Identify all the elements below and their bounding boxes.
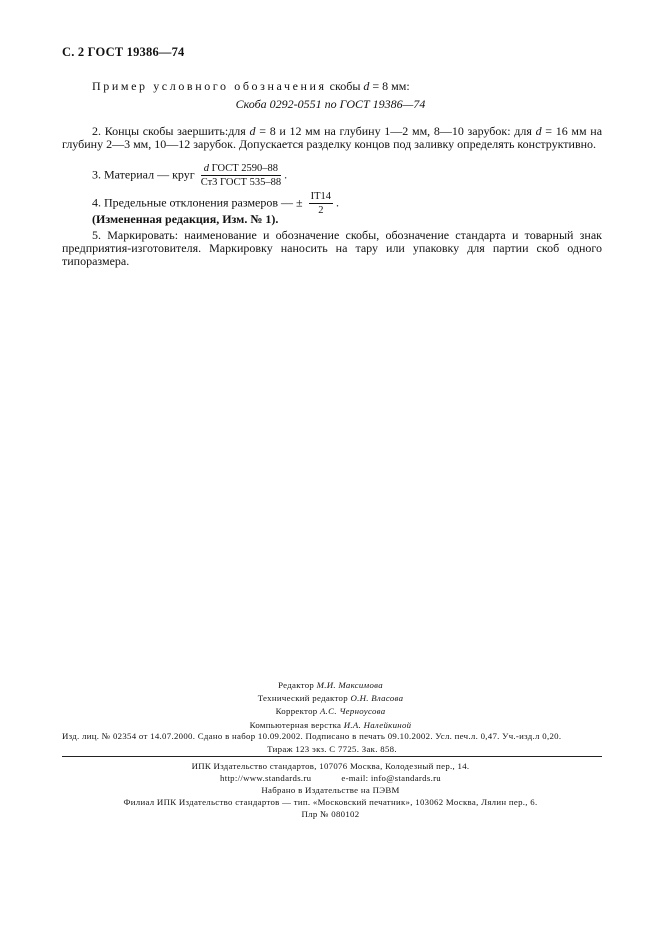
material-fraction-denominator: Ст3 ГОСТ 535–88 [200, 177, 282, 188]
example-prefix: Пример условного обозначения [92, 79, 327, 93]
imprint-contacts [0, 772, 661, 784]
credit-role: Редактор [278, 680, 315, 690]
modification-note: (Измененная редакция, Изм. № 1). [92, 212, 279, 226]
credits-block [0, 679, 661, 732]
credit-line [0, 705, 661, 718]
tolerance-numerator: IT14 [310, 191, 332, 202]
imprint-line-1: ИПК Издательство стандартов, 107076 Москва, Колодезный пер., 14. [191, 761, 470, 771]
credit-role: Технический редактор [257, 693, 348, 704]
item-2-part-a: 2. Концы скобы заершить:для [92, 124, 246, 138]
item-2-text [62, 125, 602, 151]
imprint-line-5: Плр № 080102 [301, 809, 360, 819]
material-fraction [201, 163, 281, 188]
material-num-text: ГОСТ 2590–88 [211, 163, 278, 174]
material-var: d [203, 163, 210, 174]
tolerance-fraction [309, 191, 333, 216]
example-intro [92, 80, 410, 93]
imprint-block [0, 760, 661, 820]
email-link[interactable]: e-mail: info@standards.ru [341, 773, 441, 783]
credit-role: Компьютерная верстка [249, 719, 342, 730]
item-5 [62, 229, 602, 268]
publication-info-line-1: Изд. лиц. № 02354 от 14.07.2000. Сдано в набор 10.09.2002. Подписано в печать 09.10.2002. Усл. печ.л. 0,47. Уч.-изд.л 0,20. [62, 731, 562, 741]
example-var: d [363, 79, 370, 93]
item-4-tail: . [336, 195, 340, 210]
tolerance-denominator: 2 [318, 205, 324, 216]
credit-name: М.И. Максимова [316, 680, 383, 690]
item-4-text: 4. Предельные отклонения размеров — ± [92, 195, 303, 210]
credit-name: А.С. Черноусова [319, 706, 386, 717]
credit-name: О.Н. Власова [350, 693, 404, 704]
item-3-tail: . [284, 167, 288, 182]
publication-info-line-2: Тираж 123 экз. С 7725. Зак. 858. [267, 743, 397, 754]
page-header: С. 2 ГОСТ 19386—74 [62, 45, 185, 59]
credit-role: Корректор [275, 706, 318, 717]
item-2 [62, 125, 602, 151]
publication-info [62, 730, 602, 755]
item-2-var-2: d [535, 124, 542, 138]
item-2-part-c: = 16 мм на глубину 2—3 мм, 10—12 зарубок. Допускается разделку концов под заливку определять конструктивно. [62, 124, 603, 151]
item-2-var-1: d [249, 124, 256, 138]
example-designation: Скоба 0292-0551 по ГОСТ 19386—74 [235, 97, 426, 111]
credit-name: И.А. Налейкиной [343, 719, 412, 730]
imprint-line-4: Филиал ИПК Издательство стандартов — тип. «Московский печатник», 103062 Москва, Лялин пер., 6. [123, 797, 538, 807]
item-5-text: 5. Маркировать: наименование и обозначение скобы, обозначение стандарта и товарный знак предприятия-изготовителя. Маркировку наносить на тару или упаковку для партии скоб одного типоразмера. [62, 228, 602, 268]
material-fraction-numerator [201, 163, 281, 176]
example-suffix-pre: скобы [329, 79, 361, 93]
example-suffix-post: = 8 мм: [372, 79, 410, 93]
item-2-part-b: = 8 и 12 мм на глубину 1—2 мм, 8—10 зарубок: для [259, 124, 532, 138]
item-3-text: 3. Материал — круг [92, 167, 195, 182]
imprint-line-3: Набрано в Издательстве на ПЭВМ [261, 785, 400, 795]
website-link[interactable]: http://www.standards.ru [220, 773, 312, 783]
divider-rule [62, 756, 602, 757]
credit-line [0, 692, 661, 705]
credit-line [0, 679, 661, 692]
item-3 [92, 163, 287, 188]
